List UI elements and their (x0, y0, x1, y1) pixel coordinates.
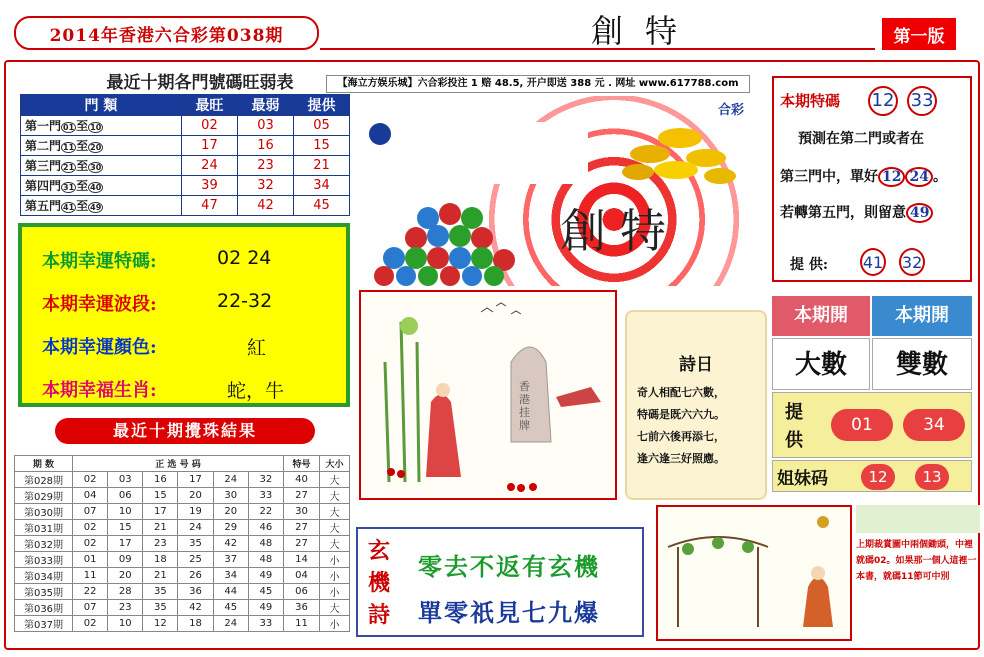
results-header: 期 数 (15, 456, 73, 472)
result-special: 06 (284, 584, 320, 600)
result-special: 40 (284, 472, 320, 488)
scene-logo-text: 合彩 (718, 103, 745, 118)
poem-line: 奇人相配七六數， (637, 386, 725, 399)
door-value: 47 (181, 196, 237, 216)
result-number: 10 (108, 504, 143, 520)
door-value: 17 (181, 136, 237, 156)
result-period: 第032期 (15, 536, 73, 552)
result-row (15, 520, 350, 536)
result-number: 26 (178, 568, 213, 584)
results-header: 特号 (284, 456, 320, 472)
results-table (14, 455, 350, 632)
lucky-label: 本期幸運特碼: (42, 251, 157, 272)
lucky-value: 蛇，牛 (227, 380, 285, 402)
result-number: 15 (143, 488, 178, 504)
result-number: 48 (248, 552, 283, 568)
result-row (15, 584, 350, 600)
lucky-label: 本期幸福生肖: (42, 380, 157, 401)
door-value: 23 (237, 156, 293, 176)
result-number: 24 (213, 472, 248, 488)
result-size: 大 (320, 600, 350, 616)
result-number: 21 (143, 520, 178, 536)
result-number: 20 (178, 488, 213, 504)
result-number: 42 (213, 536, 248, 552)
results-title: 最近十期攪珠結果 (55, 418, 315, 444)
result-number: 33 (248, 616, 283, 632)
provide-num: 41 (860, 248, 886, 276)
sister-num: 13 (915, 464, 949, 490)
mystic-poem-box (356, 527, 644, 637)
door-row (21, 116, 350, 136)
result-number: 37 (213, 552, 248, 568)
even-number: 雙數 (872, 338, 972, 390)
door-label: 第五門 41 至 49 (21, 196, 182, 216)
result-number: 19 (178, 504, 213, 520)
result-number: 35 (143, 584, 178, 600)
result-number: 02 (73, 616, 108, 632)
result-size: 小 (320, 616, 350, 632)
edition-badge: 第一版 (882, 18, 956, 50)
result-number: 49 (248, 568, 283, 584)
result-period: 第030期 (15, 504, 73, 520)
result-size: 大 (320, 536, 350, 552)
door-table-header: 最弱 (237, 95, 293, 116)
result-number: 12 (143, 616, 178, 632)
result-period: 第031期 (15, 520, 73, 536)
result-row (15, 616, 350, 632)
special-line2 (780, 166, 947, 187)
bamboo-icon (385, 322, 419, 482)
result-row (15, 568, 350, 584)
scholar-icon (426, 395, 461, 478)
result-number: 04 (73, 488, 108, 504)
result-number: 11 (73, 568, 108, 584)
door-table-header: 提供 (293, 95, 349, 116)
scholar-picture (359, 290, 617, 500)
result-number: 20 (108, 568, 143, 584)
door-value: 05 (293, 116, 349, 136)
result-number: 10 (108, 616, 143, 632)
lucky-box (18, 223, 350, 407)
door-value: 21 (293, 156, 349, 176)
result-row (15, 504, 350, 520)
result-special: 11 (284, 616, 320, 632)
sister-row (772, 460, 972, 492)
result-row (15, 552, 350, 568)
door-value: 34 (293, 176, 349, 196)
pavilion-icon (556, 387, 601, 407)
result-size: 小 (320, 568, 350, 584)
result-row (15, 472, 350, 488)
special-line2-text: 第三門中，單好 (780, 169, 878, 185)
special-num: 49 (906, 203, 933, 223)
result-special: 30 (284, 504, 320, 520)
special-num: 12 (878, 167, 905, 187)
door-value: 15 (293, 136, 349, 156)
note-image (856, 505, 980, 533)
result-number: 25 (178, 552, 213, 568)
result-number: 06 (108, 488, 143, 504)
result-period: 第029期 (15, 488, 73, 504)
special-label: 本期特碼 (780, 92, 841, 110)
lucky-label: 本期幸運波段: (42, 294, 157, 315)
door-table-header: 門 類 (21, 95, 182, 116)
result-number: 18 (178, 616, 213, 632)
result-number: 21 (143, 568, 178, 584)
result-number: 17 (143, 504, 178, 520)
result-number: 46 (248, 520, 283, 536)
result-number: 33 (248, 488, 283, 504)
door-value: 24 (181, 156, 237, 176)
result-special: 27 (284, 520, 320, 536)
mystic-line: 零去不返有玄機 (418, 552, 600, 581)
special-provide-label: 提 供: (790, 257, 829, 273)
result-number: 35 (143, 600, 178, 616)
result-number: 02 (73, 472, 108, 488)
result-number: 20 (213, 504, 248, 520)
lucky-value: 紅 (247, 337, 267, 359)
result-number: 17 (178, 472, 213, 488)
result-number: 29 (213, 520, 248, 536)
result-number: 16 (143, 472, 178, 488)
door-label: 第三門 21 至 30 (21, 156, 182, 176)
open-provide-row (772, 392, 972, 458)
poem-line: 逢六逢三好照應。 (637, 452, 725, 465)
mystic-side-label: 玄機詩 (368, 538, 391, 628)
ad-banner[interactable]: 【海立方娱乐城】六合彩投注 1 赔 48.5, 开户即送 388 元 . 网址 www.617788.com (326, 75, 750, 93)
results-header: 大小 (320, 456, 350, 472)
door-value: 32 (237, 176, 293, 196)
result-special: 27 (284, 536, 320, 552)
result-number: 23 (108, 600, 143, 616)
door-table (20, 94, 350, 216)
result-number: 01 (73, 552, 108, 568)
result-size: 大 (320, 488, 350, 504)
open-provide-label: 提供 (785, 402, 803, 451)
door-value: 42 (237, 196, 293, 216)
result-number: 03 (108, 472, 143, 488)
result-period: 第028期 (15, 472, 73, 488)
special-num: 33 (907, 86, 937, 116)
issue-title: 2014年香港六合彩第038期 (14, 16, 319, 50)
big-number: 大數 (772, 338, 870, 390)
main-title: 創特 (590, 12, 699, 50)
logo-icon (369, 123, 391, 145)
result-number: 23 (143, 536, 178, 552)
result-number: 36 (178, 584, 213, 600)
result-special: 27 (284, 488, 320, 504)
farmer-picture (656, 505, 852, 641)
door-row (21, 176, 350, 196)
birds-icon (481, 303, 521, 314)
result-number: 17 (108, 536, 143, 552)
result-number: 09 (108, 552, 143, 568)
special-line2-end: 。 (932, 169, 947, 185)
result-number: 28 (108, 584, 143, 600)
door-value: 16 (237, 136, 293, 156)
poem-lines (637, 382, 725, 470)
farmer-icon (803, 577, 833, 627)
poem-scroll (625, 310, 767, 500)
special-num: 12 (868, 86, 898, 116)
lottery-balls-icon (374, 203, 515, 286)
result-number: 22 (248, 504, 283, 520)
door-label: 第二門 11 至 20 (21, 136, 182, 156)
result-number: 07 (73, 600, 108, 616)
result-number: 18 (143, 552, 178, 568)
result-number: 32 (248, 472, 283, 488)
result-special: 36 (284, 600, 320, 616)
result-number: 24 (178, 520, 213, 536)
result-special: 04 (284, 568, 320, 584)
result-number: 48 (248, 536, 283, 552)
gold-ingot-icon (622, 128, 736, 184)
result-number: 45 (213, 600, 248, 616)
result-number: 02 (73, 536, 108, 552)
door-row (21, 196, 350, 216)
mystic-line: 單零祇見七九爆 (418, 598, 600, 627)
result-size: 大 (320, 504, 350, 520)
sister-num: 12 (861, 464, 895, 490)
balls-scene-image (358, 96, 758, 286)
results-header: 正 选 号 码 (73, 456, 284, 472)
special-line3-text: 若轉第五門，則留意 (780, 205, 906, 221)
result-period: 第034期 (15, 568, 73, 584)
result-number: 42 (178, 600, 213, 616)
result-number: 02 (73, 520, 108, 536)
open-head: 本期開 (872, 296, 972, 336)
door-label: 第四門 31 至 40 (21, 176, 182, 196)
poem-title: 詩日 (679, 355, 713, 375)
result-period: 第037期 (15, 616, 73, 632)
result-special: 14 (284, 552, 320, 568)
result-number: 44 (213, 584, 248, 600)
special-number-box (772, 76, 972, 282)
result-number: 07 (73, 504, 108, 520)
provide-num: 32 (899, 248, 925, 276)
result-number: 49 (248, 600, 283, 616)
result-number: 45 (248, 584, 283, 600)
door-value: 03 (237, 116, 293, 136)
result-period: 第036期 (15, 600, 73, 616)
result-number: 30 (213, 488, 248, 504)
open-box (772, 296, 972, 492)
result-period: 第035期 (15, 584, 73, 600)
special-line3 (780, 202, 933, 223)
door-label: 第一門 01 至 10 (21, 116, 182, 136)
poem-line: 七前六後再添七， (637, 430, 725, 443)
result-row (15, 600, 350, 616)
result-row (15, 536, 350, 552)
poem-line: 特碼是既六六九。 (637, 408, 725, 421)
door-value: 39 (181, 176, 237, 196)
result-period: 第033期 (15, 552, 73, 568)
door-row (21, 156, 350, 176)
result-number: 15 (108, 520, 143, 536)
door-table-title: 最近十期各門號碼旺弱表 (106, 73, 294, 93)
result-number: 22 (73, 584, 108, 600)
open-head: 本期開 (772, 296, 870, 336)
stone-text: 香港挂牌 (519, 380, 530, 432)
open-provide-num: 34 (903, 409, 965, 441)
leaf-icon (400, 317, 418, 335)
lucky-value: 02 24 (217, 247, 272, 269)
lucky-value: 22-32 (217, 290, 273, 312)
result-row (15, 488, 350, 504)
scene-big-text: 創特 (560, 204, 680, 258)
door-row (21, 136, 350, 156)
coin-icon (817, 516, 829, 528)
door-value: 02 (181, 116, 237, 136)
door-table-header: 最旺 (181, 95, 237, 116)
result-size: 小 (320, 584, 350, 600)
door-value: 45 (293, 196, 349, 216)
lucky-label: 本期幸運顏色: (42, 337, 157, 358)
result-size: 小 (320, 552, 350, 568)
open-provide-num: 01 (831, 409, 893, 441)
result-number: 24 (213, 616, 248, 632)
result-number: 34 (213, 568, 248, 584)
sister-label: 姐妹码 (777, 469, 828, 489)
result-number: 35 (178, 536, 213, 552)
result-size: 大 (320, 520, 350, 536)
special-line1: 預測在第二門或者在 (798, 131, 924, 147)
note-box (856, 505, 980, 645)
note-text: 上期裁賞圖中兩個鋤頭，中裡就碼02。如果那一個人這裡一本書，就碼11節可中別 (856, 540, 977, 582)
result-size: 大 (320, 472, 350, 488)
special-num: 24 (905, 167, 932, 187)
